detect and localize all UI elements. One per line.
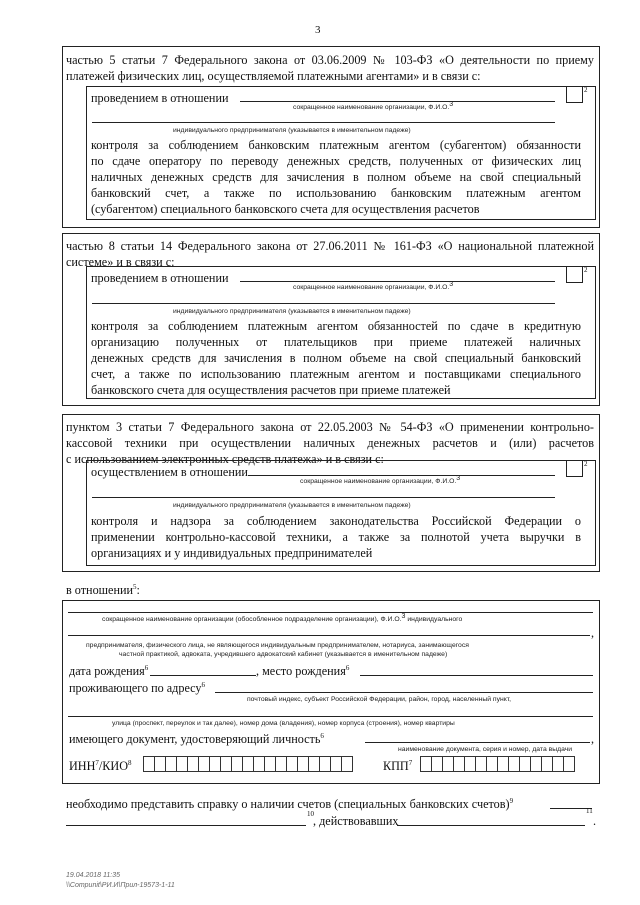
section2-lead: проведением в отношении <box>91 271 229 285</box>
section1-caption-ip: индивидуального предпринимателя (указывается в именительном падеже) <box>173 127 411 134</box>
kpp-label: КПП$^7$ <box>383 759 413 773</box>
section1-body-line: контроля за соблюдением банковским платежным агентом (субагентом) обязанности <box>91 138 581 152</box>
section1-body-line: по сдаче оператору по переводу денежных средств, полученных от физических лиц <box>91 154 581 168</box>
address-line-2[interactable] <box>68 716 593 717</box>
section3-body-line: контроля и надзора за соблюдением законодательства Российской Федерации о <box>91 514 581 528</box>
section2-caption-ip: индивидуального предпринимателя (указывается в именительном падеже) <box>173 308 411 315</box>
section3-checkbox[interactable] <box>566 460 583 477</box>
subject-caption-3: частной практикой, адвоката, учредившего адвокатский кабинет (указывается в именительном падеже) <box>119 651 448 658</box>
certificate-sup10: 10 <box>307 810 314 818</box>
inn-kio-label: ИНН$^7$/КИО$^8$ <box>69 759 132 773</box>
section1-body-line: наличных денежных средств для зачисления в полном объеме на свой специальный <box>91 170 581 184</box>
birth-date-line[interactable] <box>150 675 256 676</box>
footer-path: \\Compunit\РИ.И\Прил-19573-1-11 <box>66 882 175 889</box>
id-document-comma: , <box>591 732 595 746</box>
id-document-line[interactable] <box>365 742 590 743</box>
section1-body-line: (субагентом) специального банковского счета для осуществления расчетов <box>91 202 480 216</box>
section2-body-line: организацию полученных от плательщиков при приеме платежей наличных <box>91 335 581 349</box>
section2-intro-line1: частью 8 статьи 14 Федерального закона от 27.06.2011 № 161-ФЗ «О национальной платежной <box>66 239 594 253</box>
subject-caption-2: предпринимателя, физического лица, не являющегося индивидуальным предпринимателем, нотариуса, занимающегося <box>86 642 469 649</box>
section2-checkbox[interactable] <box>566 266 583 283</box>
section2-org-line[interactable] <box>240 281 555 282</box>
section2-caption-org: сокращенное наименование организации, Ф.И.О.3 <box>293 281 454 291</box>
section2-ip-line[interactable] <box>92 303 555 304</box>
section1-body-line: банковский счет, а также по использованию банковским платежным агентом <box>91 186 581 200</box>
section1-intro-line2: платежей физических лиц, осуществляемой платежными агентами» и в связи с: <box>66 69 481 83</box>
acting-label: , действовавших <box>313 814 399 828</box>
inn-cell[interactable] <box>341 756 353 772</box>
address-caption-1: почтовый индекс, субъект Российской Федерации, район, город, населенный пункт, <box>247 696 512 703</box>
id-document-label: имеющего документ, удостоверяющий личность$^6$ <box>69 732 324 746</box>
section1-org-line[interactable] <box>240 101 555 102</box>
section3-caption-org: сокращенное наименование организации, Ф.И.О.3 <box>300 475 461 485</box>
section1-lead: проведением в отношении <box>91 91 229 105</box>
section2-body-line: банковского счета для осуществления расчетов при приеме платежей <box>91 383 451 397</box>
section2-checkbox-sup: 2 <box>584 266 588 274</box>
acting-dot: . <box>593 814 597 828</box>
section3-checkbox-sup: 2 <box>584 460 588 468</box>
in-relation-title: в отношении$^5$: <box>66 583 140 597</box>
kpp-cells[interactable] <box>420 756 574 772</box>
section3-org-line[interactable] <box>248 475 555 476</box>
section3-body-line: применении контрольно-кассовой техники, а также за полнотой учета выручки в <box>91 530 581 544</box>
certificate-request-text: необходимо представить справку о наличии счетов (специальных банковских счетов)$^9$ <box>66 797 514 811</box>
footer-timestamp: 19.04.2018 11:35 <box>66 872 120 879</box>
acting-sup11: 11 <box>586 807 593 815</box>
inn-cells[interactable] <box>143 756 352 772</box>
subject-name-line-2[interactable] <box>68 635 590 636</box>
kpp-cell[interactable] <box>563 756 575 772</box>
section1-checkbox[interactable] <box>566 86 583 103</box>
section1-caption-org: сокращенное наименование организации, Ф.И.О.3 <box>293 101 454 111</box>
section3-caption-ip: индивидуального предпринимателя (указывается в именительном падеже) <box>173 502 411 509</box>
id-document-caption: наименование документа, серия и номер, дата выдачи <box>398 746 573 753</box>
section2-body-line: денежных средств для зачисления в полном объеме на свой специальный банковский <box>91 351 581 365</box>
subject-comma: , <box>591 626 595 640</box>
section1-body <box>91 137 581 217</box>
address-caption-2: улица (проспект, переулок и так далее), номер дома (владения), номер корпуса (строения), номер квартиры <box>112 720 455 727</box>
section1-intro-line1: частью 5 статьи 7 Федерального закона от 03.06.2009 № 103-ФЗ «О деятельности по приему <box>66 53 594 67</box>
birth-date-label: дата рождения$^6$ <box>69 664 149 678</box>
section3-ip-line[interactable] <box>92 497 555 498</box>
subject-caption-1: сокращенное наименование организации (обособленное подразделение организации), Ф.И.О.3 индивидуального <box>102 613 463 623</box>
section2-body-line: контроля за соблюдением платежным агентом обязанностей по сдаче в кредитную <box>91 319 581 333</box>
subject-name-line[interactable] <box>68 612 593 613</box>
section1-ip-line[interactable] <box>92 122 555 123</box>
section3-body-line: организациях и у индивидуальных предпринимателей <box>91 546 373 560</box>
birth-place-label: , место рождения$^6$ <box>256 664 350 678</box>
section2-body <box>91 318 581 398</box>
section3-body <box>91 513 581 561</box>
section3-intro-line3: с использованием электронных средств платежа» и в связи с: <box>66 452 384 466</box>
section3-intro-line1: пунктом 3 статьи 7 Федерального закона от 22.05.2003 № 54-ФЗ «О применении контрольно- <box>66 420 594 434</box>
section2-body-line: счет, а также по использованию платежным агентом и поставщиками специального <box>91 367 581 381</box>
section3-lead: осуществлением в отношении <box>91 465 248 479</box>
section1-checkbox-sup: 2 <box>584 86 588 94</box>
section2-intro-line2: системе» и в связи с: <box>66 255 175 269</box>
certificate-date-line[interactable] <box>66 825 306 826</box>
address-label: проживающего по адресу$^6$ <box>69 681 206 695</box>
birth-place-line[interactable] <box>360 675 593 676</box>
section3-intro-line2: кассовой техники при осуществлении наличных денежных расчетов и (или) расчетов <box>66 436 594 450</box>
acting-line[interactable] <box>397 825 585 826</box>
page-number: 3 <box>315 24 321 36</box>
address-line[interactable] <box>215 692 593 693</box>
